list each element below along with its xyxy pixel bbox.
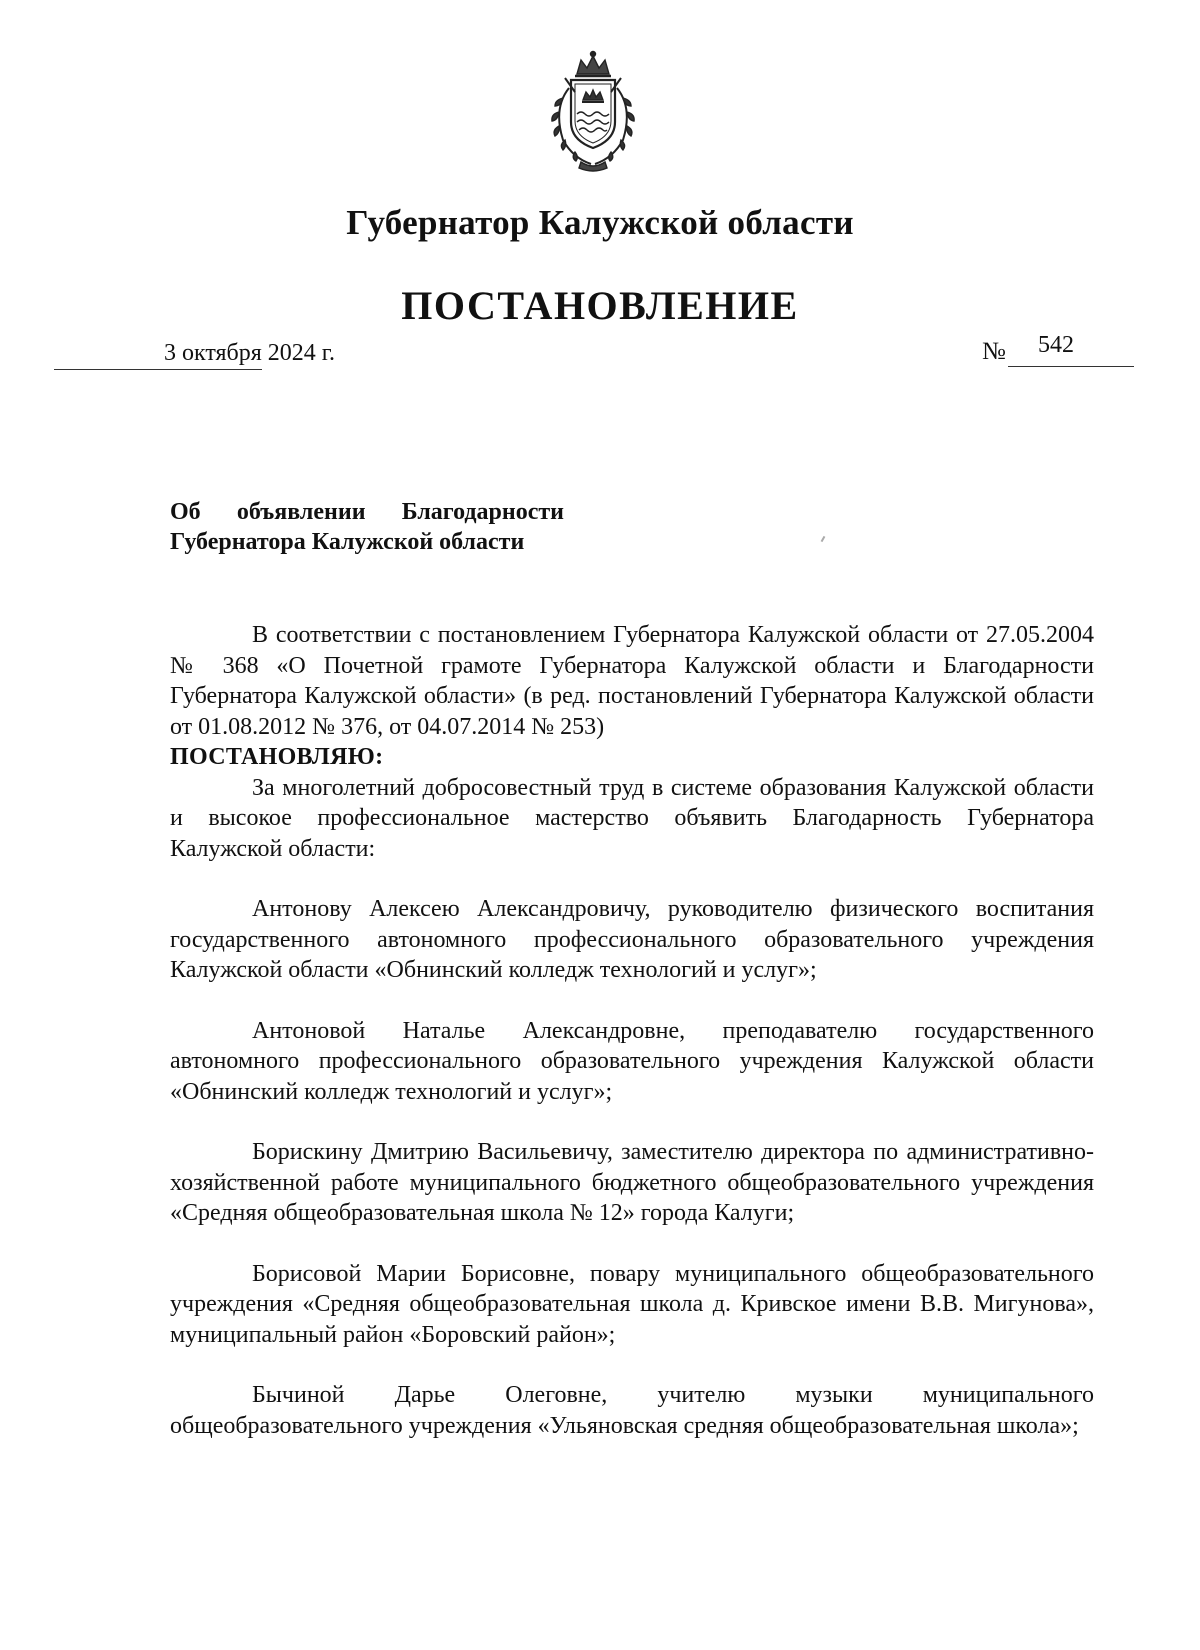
document-type-title: ПОСТАНОВЛЕНИЕ	[401, 283, 799, 328]
date-underline	[54, 369, 262, 370]
recipient-paragraph: Борискину Дмитрию Васильевичу, заместителю директора по административно-хозяйственной работе муниципального бюджетного общеобразовательного учреждения «Средняя общеобразовательная школа № 12» города Калуги;	[170, 1139, 1094, 1226]
subject-line-2: Губернатора Калужской области	[170, 529, 525, 555]
recipient-paragraph: Борисовой Марии Борисовне, повару муниципального общеобразовательного учреждения «Средняя общеобразовательная школа д. Кривское имени В.В. Мигунова», муниципальный район «Боровский район»;	[170, 1260, 1094, 1348]
document-subject	[170, 497, 630, 557]
intro-paragraph: За многолетний добросовестный труд в системе образования Калужской области и высокое профессиональное мастерство объявить Благодарность Губернатора Калужской области:	[170, 774, 1094, 862]
recipient-paragraph: Антонову Алексею Александровичу, руководителю физического воспитания государственного автономного профессионального образовательного учреждения Калужской области «Обнинский колледж технологий и услуг»;	[170, 896, 1094, 983]
scan-mark	[821, 536, 826, 542]
subject-line-1	[170, 497, 564, 527]
document-date: 3 октября 2024 г.	[164, 340, 335, 366]
subject-word: Об	[170, 499, 201, 525]
recipient-paragraph: Антоновой Наталье Александровне, преподавателю государственного автономного профессионального образовательного учреждения Калужской области «Обнинский колледж технологий и услуг»;	[170, 1017, 1094, 1105]
issuing-authority: Губернатор Калужской области	[346, 203, 854, 242]
document-number: 542	[1038, 332, 1074, 358]
subject-word: Благодарности	[401, 499, 564, 525]
number-underline	[1008, 366, 1134, 367]
decree-word: ПОСТАНОВЛЯЮ:	[170, 744, 384, 770]
number-label: №	[982, 338, 1006, 365]
coat-of-arms-emblem	[541, 48, 645, 174]
subject-word: объявлении	[236, 499, 366, 525]
document-body	[170, 620, 1094, 1441]
preamble-paragraph: В соответствии с постановлением Губернатора Калужской области от 27.05.2004 № 368 «О Почетной грамоте Губернатора Калужской области и Благодарности Губернатора Калужской области» (в ред. постановлений Губернатора Калужской области от 01.08.2012 № 376, от 04.07.2014 № 253)	[170, 622, 1094, 740]
recipient-paragraph: Бычиной Дарье Олеговне, учителю музыки муниципального общеобразовательного учреждения «Ульяновская средняя общеобразовательная школа»;	[170, 1382, 1094, 1439]
